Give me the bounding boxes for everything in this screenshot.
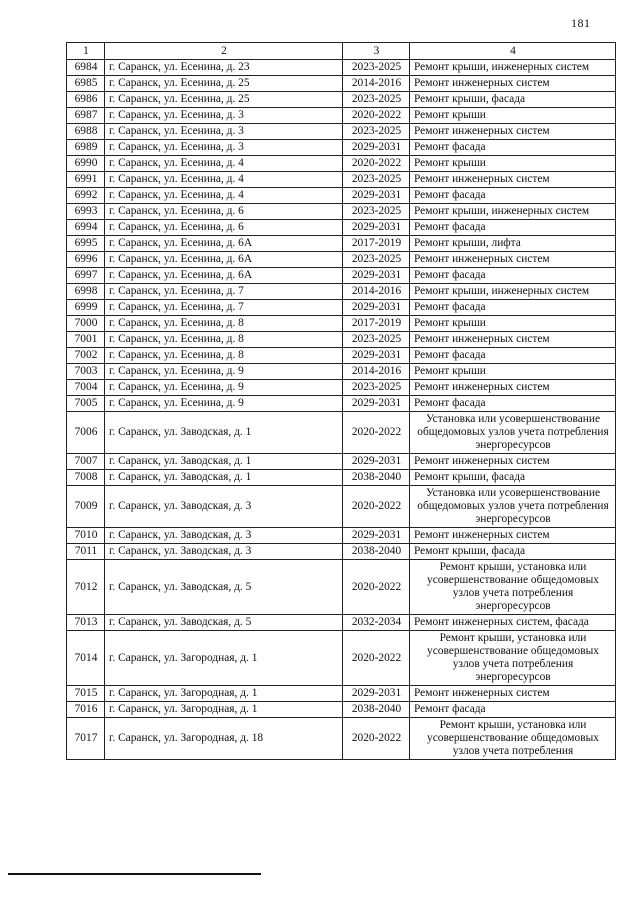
address-cell: г. Саранск, ул. Загородная, д. 1 — [105, 686, 343, 702]
work-type-cell: Ремонт крыши — [410, 108, 616, 124]
table-row — [67, 236, 616, 252]
row-number-cell: 7004 — [67, 380, 105, 396]
address-cell: г. Саранск, ул. Заводская, д. 3 — [105, 544, 343, 560]
work-type-cell: Ремонт инженерных систем — [410, 172, 616, 188]
table-body — [67, 60, 616, 760]
work-type-cell: Ремонт крыши — [410, 156, 616, 172]
row-number-cell: 6998 — [67, 284, 105, 300]
row-number-cell: 7005 — [67, 396, 105, 412]
work-type-cell: Ремонт фасада — [410, 300, 616, 316]
row-number-cell: 7006 — [67, 412, 105, 454]
work-type-cell: Ремонт инженерных систем — [410, 380, 616, 396]
work-type-cell: Ремонт крыши, установка или усовершенствование общедомовых узлов учета потребления — [410, 718, 616, 760]
table-row — [67, 631, 616, 686]
work-type-cell: Ремонт фасада — [410, 188, 616, 204]
table-row — [67, 252, 616, 268]
work-type-cell: Ремонт крыши, установка или усовершенствование общедомовых узлов учета потребления энергоресурсов — [410, 631, 616, 686]
row-number-cell: 6994 — [67, 220, 105, 236]
table-row — [67, 718, 616, 760]
address-cell: г. Саранск, ул. Загородная, д. 1 — [105, 631, 343, 686]
period-cell: 2023-2025 — [343, 252, 410, 268]
table-row — [67, 348, 616, 364]
period-cell: 2029-2031 — [343, 300, 410, 316]
row-number-cell: 7012 — [67, 560, 105, 615]
address-cell: г. Саранск, ул. Есенина, д. 8 — [105, 332, 343, 348]
address-cell: г. Саранск, ул. Заводская, д. 1 — [105, 470, 343, 486]
row-number-cell: 6986 — [67, 92, 105, 108]
address-cell: г. Саранск, ул. Есенина, д. 23 — [105, 60, 343, 76]
address-cell: г. Саранск, ул. Есенина, д. 6 — [105, 220, 343, 236]
table-row — [67, 108, 616, 124]
period-cell: 2023-2025 — [343, 204, 410, 220]
work-type-cell: Ремонт крыши — [410, 316, 616, 332]
address-cell: г. Саранск, ул. Заводская, д. 3 — [105, 528, 343, 544]
period-cell: 2038-2040 — [343, 702, 410, 718]
table-row — [67, 702, 616, 718]
period-cell: 2029-2031 — [343, 140, 410, 156]
address-cell: г. Саранск, ул. Загородная, д. 18 — [105, 718, 343, 760]
address-cell: г. Саранск, ул. Есенина, д. 3 — [105, 140, 343, 156]
work-type-cell: Ремонт фасада — [410, 702, 616, 718]
address-cell: г. Саранск, ул. Заводская, д. 5 — [105, 560, 343, 615]
table-row — [67, 380, 616, 396]
period-cell: 2020-2022 — [343, 718, 410, 760]
address-cell: г. Саранск, ул. Есенина, д. 8 — [105, 316, 343, 332]
work-type-cell: Ремонт фасада — [410, 140, 616, 156]
work-type-cell: Ремонт инженерных систем — [410, 686, 616, 702]
table-row — [67, 172, 616, 188]
row-number-cell: 7001 — [67, 332, 105, 348]
table-row — [67, 156, 616, 172]
row-number-cell: 7010 — [67, 528, 105, 544]
table-row — [67, 412, 616, 454]
table-row — [67, 454, 616, 470]
period-cell: 2014-2016 — [343, 364, 410, 380]
address-cell: г. Саранск, ул. Есенина, д. 6А — [105, 252, 343, 268]
row-number-cell: 6990 — [67, 156, 105, 172]
period-cell: 2029-2031 — [343, 396, 410, 412]
table-row — [67, 204, 616, 220]
address-cell: г. Саранск, ул. Заводская, д. 5 — [105, 615, 343, 631]
column-header-work: 4 — [410, 43, 616, 60]
row-number-cell: 7007 — [67, 454, 105, 470]
row-number-cell: 7014 — [67, 631, 105, 686]
row-number-cell: 6989 — [67, 140, 105, 156]
period-cell: 2029-2031 — [343, 188, 410, 204]
row-number-cell: 7002 — [67, 348, 105, 364]
work-type-cell: Ремонт фасада — [410, 348, 616, 364]
table-row — [67, 76, 616, 92]
address-cell: г. Саранск, ул. Заводская, д. 1 — [105, 412, 343, 454]
period-cell: 2023-2025 — [343, 172, 410, 188]
period-cell: 2029-2031 — [343, 348, 410, 364]
row-number-cell: 7000 — [67, 316, 105, 332]
row-number-cell: 6988 — [67, 124, 105, 140]
table-row — [67, 544, 616, 560]
period-cell: 2029-2031 — [343, 454, 410, 470]
table-row — [67, 92, 616, 108]
period-cell: 2032-2034 — [343, 615, 410, 631]
period-cell: 2023-2025 — [343, 60, 410, 76]
work-type-cell: Ремонт инженерных систем — [410, 76, 616, 92]
period-cell: 2029-2031 — [343, 268, 410, 284]
table-row — [67, 316, 616, 332]
row-number-cell: 7009 — [67, 486, 105, 528]
table-row — [67, 560, 616, 615]
table-row — [67, 396, 616, 412]
table-row — [67, 486, 616, 528]
table-row — [67, 220, 616, 236]
period-cell: 2020-2022 — [343, 412, 410, 454]
work-type-cell: Ремонт инженерных систем — [410, 528, 616, 544]
address-cell: г. Саранск, ул. Есенина, д. 4 — [105, 156, 343, 172]
period-cell: 2020-2022 — [343, 486, 410, 528]
work-type-cell: Ремонт инженерных систем, фасада — [410, 615, 616, 631]
table-row — [67, 60, 616, 76]
address-cell: г. Саранск, ул. Заводская, д. 3 — [105, 486, 343, 528]
address-cell: г. Саранск, ул. Есенина, д. 9 — [105, 380, 343, 396]
table-row — [67, 140, 616, 156]
address-cell: г. Саранск, ул. Есенина, д. 9 — [105, 396, 343, 412]
period-cell: 2029-2031 — [343, 686, 410, 702]
row-number-cell: 6997 — [67, 268, 105, 284]
address-cell: г. Саранск, ул. Есенина, д. 7 — [105, 284, 343, 300]
address-cell: г. Саранск, ул. Есенина, д. 7 — [105, 300, 343, 316]
row-number-cell: 6991 — [67, 172, 105, 188]
table-row — [67, 364, 616, 380]
table-row — [67, 268, 616, 284]
work-type-cell: Ремонт крыши, инженерных систем — [410, 284, 616, 300]
period-cell: 2014-2016 — [343, 284, 410, 300]
period-cell: 2038-2040 — [343, 470, 410, 486]
table-row — [67, 332, 616, 348]
row-number-cell: 6987 — [67, 108, 105, 124]
row-number-cell: 6999 — [67, 300, 105, 316]
period-cell: 2020-2022 — [343, 631, 410, 686]
work-type-cell: Ремонт инженерных систем — [410, 332, 616, 348]
address-cell: г. Саранск, ул. Есенина, д. 3 — [105, 108, 343, 124]
work-type-cell: Ремонт инженерных систем — [410, 454, 616, 470]
work-type-cell: Ремонт крыши, установка или усовершенствование общедомовых узлов учета потребления энергоресурсов — [410, 560, 616, 615]
address-cell: г. Саранск, ул. Есенина, д. 4 — [105, 172, 343, 188]
table-row — [67, 686, 616, 702]
footnote-rule — [8, 873, 261, 875]
period-cell: 2023-2025 — [343, 124, 410, 140]
header-row — [67, 43, 616, 60]
address-cell: г. Саранск, ул. Есенина, д. 9 — [105, 364, 343, 380]
row-number-cell: 7016 — [67, 702, 105, 718]
table-row — [67, 470, 616, 486]
row-number-cell: 7013 — [67, 615, 105, 631]
period-cell: 2014-2016 — [343, 76, 410, 92]
table-row — [67, 188, 616, 204]
period-cell: 2023-2025 — [343, 92, 410, 108]
row-number-cell: 7017 — [67, 718, 105, 760]
row-number-cell: 7011 — [67, 544, 105, 560]
period-cell: 2020-2022 — [343, 108, 410, 124]
table-row — [67, 300, 616, 316]
table-row — [67, 124, 616, 140]
address-cell: г. Саранск, ул. Есенина, д. 25 — [105, 76, 343, 92]
work-type-cell: Ремонт фасада — [410, 396, 616, 412]
address-cell: г. Саранск, ул. Есенина, д. 3 — [105, 124, 343, 140]
address-cell: г. Саранск, ул. Есенина, д. 6А — [105, 268, 343, 284]
page-number: 181 — [571, 16, 591, 30]
address-cell: г. Саранск, ул. Загородная, д. 1 — [105, 702, 343, 718]
address-cell: г. Саранск, ул. Есенина, д. 8 — [105, 348, 343, 364]
repair-schedule-table — [66, 42, 616, 760]
period-cell: 2038-2040 — [343, 544, 410, 560]
address-cell: г. Саранск, ул. Есенина, д. 25 — [105, 92, 343, 108]
address-cell: г. Саранск, ул. Есенина, д. 6А — [105, 236, 343, 252]
period-cell: 2029-2031 — [343, 528, 410, 544]
period-cell: 2020-2022 — [343, 560, 410, 615]
row-number-cell: 6995 — [67, 236, 105, 252]
work-type-cell: Ремонт крыши, инженерных систем — [410, 204, 616, 220]
period-cell: 2023-2025 — [343, 380, 410, 396]
work-type-cell: Ремонт крыши, инженерных систем — [410, 60, 616, 76]
work-type-cell: Установка или усовершенствование общедомовых узлов учета потребления энергоресурсов — [410, 412, 616, 454]
address-cell: г. Саранск, ул. Есенина, д. 4 — [105, 188, 343, 204]
work-type-cell: Ремонт инженерных систем — [410, 252, 616, 268]
work-type-cell: Ремонт фасада — [410, 268, 616, 284]
work-type-cell: Ремонт крыши, фасада — [410, 470, 616, 486]
period-cell: 2017-2019 — [343, 236, 410, 252]
work-type-cell: Ремонт крыши, фасада — [410, 544, 616, 560]
address-cell: г. Саранск, ул. Заводская, д. 1 — [105, 454, 343, 470]
address-cell: г. Саранск, ул. Есенина, д. 6 — [105, 204, 343, 220]
table-row — [67, 528, 616, 544]
row-number-cell: 7003 — [67, 364, 105, 380]
work-type-cell: Ремонт крыши — [410, 364, 616, 380]
row-number-cell: 7008 — [67, 470, 105, 486]
row-number-cell: 6996 — [67, 252, 105, 268]
work-type-cell: Установка или усовершенствование общедомовых узлов учета потребления энергоресурсов — [410, 486, 616, 528]
period-cell: 2023-2025 — [343, 332, 410, 348]
work-type-cell: Ремонт инженерных систем — [410, 124, 616, 140]
period-cell: 2029-2031 — [343, 220, 410, 236]
table-row — [67, 615, 616, 631]
row-number-cell: 7015 — [67, 686, 105, 702]
row-number-cell: 6984 — [67, 60, 105, 76]
column-header-number: 1 — [67, 43, 105, 60]
row-number-cell: 6993 — [67, 204, 105, 220]
work-type-cell: Ремонт крыши, фасада — [410, 92, 616, 108]
column-header-period: 3 — [343, 43, 410, 60]
row-number-cell: 6985 — [67, 76, 105, 92]
work-type-cell: Ремонт фасада — [410, 220, 616, 236]
work-type-cell: Ремонт крыши, лифта — [410, 236, 616, 252]
row-number-cell: 6992 — [67, 188, 105, 204]
column-header-address: 2 — [105, 43, 343, 60]
period-cell: 2017-2019 — [343, 316, 410, 332]
period-cell: 2020-2022 — [343, 156, 410, 172]
table-row — [67, 284, 616, 300]
